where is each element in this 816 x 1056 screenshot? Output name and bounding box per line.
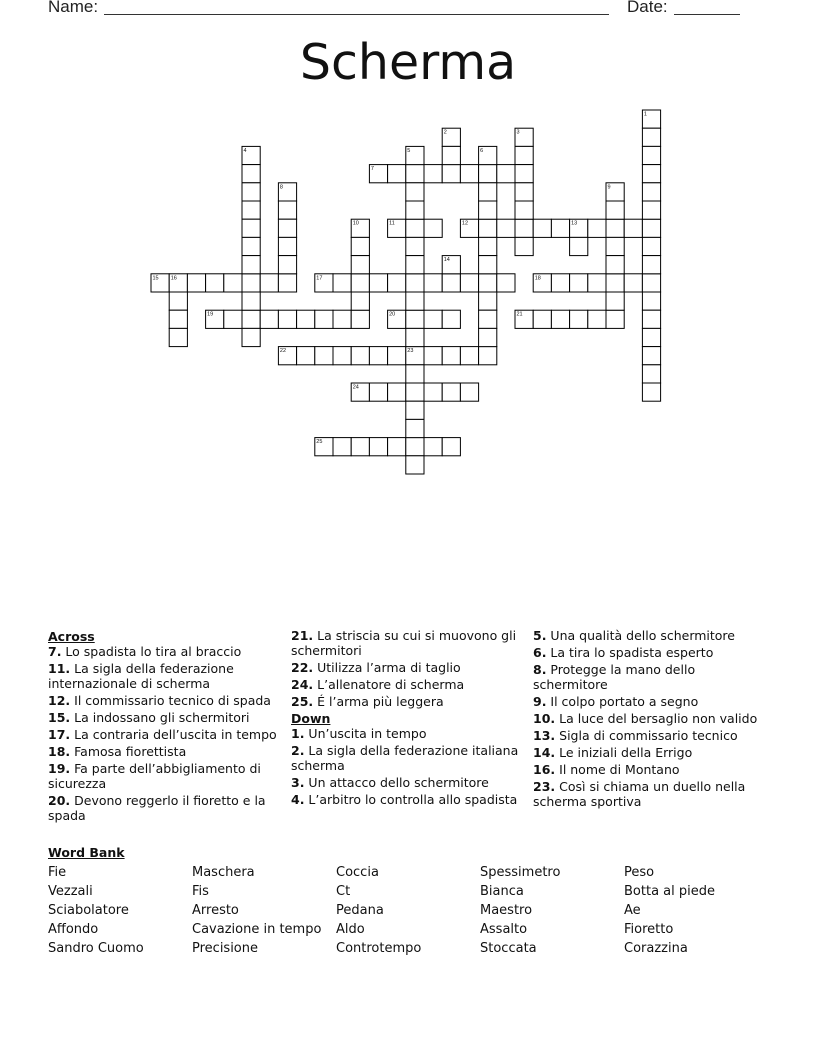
clue-text: Una qualità dello schermitore: [546, 628, 735, 643]
grid-cell[interactable]: [588, 274, 606, 292]
clue-number-label: 12.: [48, 693, 71, 708]
grid-cell[interactable]: [515, 146, 533, 164]
clue-number-label: 21.: [291, 628, 314, 643]
down-clue: [533, 762, 765, 777]
down-clue: [533, 628, 765, 643]
grid-cell[interactable]: [442, 146, 460, 164]
clue-number-label: 5.: [533, 628, 547, 643]
grid-cell[interactable]: [515, 165, 533, 183]
grid-cell[interactable]: [260, 274, 278, 292]
grid-cell[interactable]: [515, 219, 533, 237]
grid-cell[interactable]: [642, 256, 660, 274]
name-label: Name:: [48, 0, 99, 16]
grid-cell[interactable]: [406, 419, 424, 437]
down-clue: [533, 711, 765, 726]
word-bank-item: Assalto: [480, 922, 528, 937]
grid-cell[interactable]: [606, 310, 624, 328]
grid-cell[interactable]: [242, 256, 260, 274]
clue-number-label: 19.: [48, 761, 71, 776]
clue-text: Il colpo portato a segno: [546, 694, 699, 709]
grid-cell[interactable]: [242, 183, 260, 201]
grid-cell[interactable]: [606, 292, 624, 310]
grid-cell[interactable]: [242, 292, 260, 310]
clue-number: 15: [152, 275, 159, 282]
grid-cell[interactable]: [351, 310, 369, 328]
across-heading: Across: [48, 629, 95, 644]
grid-cell[interactable]: [606, 219, 624, 237]
grid-cell[interactable]: [242, 328, 260, 346]
grid-cell[interactable]: [606, 201, 624, 219]
clue-text: Così si chiama un duello nella scherma sportiva: [533, 779, 746, 809]
grid-cell[interactable]: [424, 438, 442, 456]
down-clue: [291, 743, 523, 773]
grid-cell[interactable]: [242, 219, 260, 237]
word-bank-item: Arresto: [192, 903, 239, 918]
clues-column-1: [48, 628, 280, 825]
grid-cell[interactable]: [570, 237, 588, 255]
clue-number-label: 9.: [533, 694, 547, 709]
grid-cell[interactable]: [642, 328, 660, 346]
across-clue: [48, 727, 280, 742]
clue-text: Utilizza l’arma di taglio: [313, 660, 461, 675]
clue-text: Fa parte dell’abbigliamento di sicurezza: [48, 761, 261, 791]
grid-cell[interactable]: [406, 183, 424, 201]
grid-cell[interactable]: [515, 237, 533, 255]
grid-cell[interactable]: [278, 219, 296, 237]
grid-cell[interactable]: [460, 347, 478, 365]
grid-cell[interactable]: [369, 347, 387, 365]
word-bank-item: Maschera: [192, 865, 255, 880]
clue-text: Un’uscita in tempo: [304, 726, 427, 741]
across-clue: [291, 660, 523, 675]
clue-number-label: 20.: [48, 793, 71, 808]
grid-cell[interactable]: [642, 383, 660, 401]
clue-number: 8: [279, 184, 283, 191]
grid-cell[interactable]: [424, 347, 442, 365]
clue-number-label: 14.: [533, 745, 556, 760]
down-clue: [291, 775, 523, 790]
grid-cell[interactable]: [479, 219, 497, 237]
down-clue: [533, 645, 765, 660]
down-heading: Down: [291, 711, 331, 726]
grid-cell[interactable]: [406, 328, 424, 346]
clue-text: La sigla della federazione italiana scherma: [291, 743, 519, 773]
grid-cell[interactable]: [333, 347, 351, 365]
across-clue: [48, 693, 280, 708]
grid-cell[interactable]: [406, 383, 424, 401]
across-clue: [291, 677, 523, 692]
grid-cell[interactable]: [351, 256, 369, 274]
grid-cell[interactable]: [278, 256, 296, 274]
grid-cell[interactable]: [588, 219, 606, 237]
grid-cell[interactable]: [442, 383, 460, 401]
grid-cell[interactable]: [442, 347, 460, 365]
clue-number-label: 23.: [533, 779, 556, 794]
clue-number-label: 16.: [533, 762, 556, 777]
grid-cell[interactable]: [479, 256, 497, 274]
grid-cell[interactable]: [642, 237, 660, 255]
grid-cell[interactable]: [460, 165, 478, 183]
across-clue: [291, 694, 523, 709]
clue-number-label: 4.: [291, 792, 305, 807]
across-clue: [48, 793, 280, 823]
grid-cell[interactable]: [606, 256, 624, 274]
word-bank-item: Precisione: [192, 941, 259, 956]
grid-cell[interactable]: [642, 219, 660, 237]
clue-number-label: 17.: [48, 727, 71, 742]
across-clue: [48, 710, 280, 725]
clue-number: 3: [516, 129, 520, 136]
grid-cell[interactable]: [388, 438, 406, 456]
grid-cell[interactable]: [406, 401, 424, 419]
clue-text: Lo spadista lo tira al braccio: [61, 644, 242, 659]
word-bank-title: Word Bank: [48, 845, 125, 860]
clue-number: 21: [516, 311, 523, 318]
word-bank-item: Corazzina: [624, 941, 688, 956]
grid-cell[interactable]: [224, 310, 242, 328]
grid-cell[interactable]: [479, 165, 497, 183]
word-bank-item: Controtempo: [336, 941, 422, 956]
word-bank-item: Cavazione in tempo: [192, 922, 322, 937]
word-bank-item: Peso: [624, 865, 655, 880]
grid-cell[interactable]: [642, 165, 660, 183]
grid-cell[interactable]: [424, 219, 442, 237]
word-bank-item: Sandro Cuomo: [48, 941, 144, 956]
grid-cell[interactable]: [533, 219, 551, 237]
word-bank: [48, 863, 778, 958]
clue-number-label: 2.: [291, 743, 305, 758]
clue-number-label: 15.: [48, 710, 71, 725]
grid-cell[interactable]: [642, 201, 660, 219]
grid-cell[interactable]: [642, 146, 660, 164]
grid-cell[interactable]: [224, 274, 242, 292]
grid-cell[interactable]: [242, 274, 260, 292]
grid-cell[interactable]: [642, 183, 660, 201]
word-bank-item: Ae: [624, 903, 641, 918]
word-bank-item: Fioretto: [624, 922, 674, 937]
down-clue: [533, 694, 765, 709]
clue-text: Il commissario tecnico di spada: [70, 693, 271, 708]
across-clue: [48, 644, 280, 659]
grid-cell[interactable]: [624, 219, 642, 237]
grid-cell[interactable]: [187, 274, 205, 292]
clue-number: 23: [407, 348, 414, 355]
grid-cell[interactable]: [424, 310, 442, 328]
grid-cell[interactable]: [406, 438, 424, 456]
grid-cell[interactable]: [406, 292, 424, 310]
grid-cell[interactable]: [460, 274, 478, 292]
word-bank-item: Spessimetro: [480, 865, 561, 880]
grid-cell[interactable]: [351, 292, 369, 310]
clue-number: 12: [461, 220, 469, 227]
clue-number-label: 3.: [291, 775, 305, 790]
word-bank-item: Bianca: [480, 884, 524, 899]
grid-cell[interactable]: [624, 274, 642, 292]
word-bank-item: Stoccata: [480, 941, 537, 956]
clue-number-label: 22.: [291, 660, 314, 675]
word-bank-item: Maestro: [480, 903, 533, 918]
clue-text: La indossano gli schermitori: [70, 710, 250, 725]
grid-cell[interactable]: [333, 274, 351, 292]
clue-number-label: 25.: [291, 694, 314, 709]
clue-number: 16: [170, 275, 177, 282]
clue-text: Sigla di commissario tecnico: [555, 728, 738, 743]
down-clue: [533, 779, 765, 809]
clue-number: 14: [443, 257, 450, 264]
word-bank-item: Fie: [48, 865, 67, 880]
word-bank-item: Affondo: [48, 922, 99, 937]
word-bank-item: Vezzali: [48, 884, 93, 899]
grid-cell[interactable]: [606, 237, 624, 255]
grid-cell[interactable]: [278, 310, 296, 328]
across-clue: [48, 661, 280, 691]
word-bank-item: Pedana: [336, 903, 384, 918]
clue-text: La contraria dell’uscita in tempo: [70, 727, 277, 742]
grid-cell[interactable]: [406, 237, 424, 255]
clue-number: 2: [443, 129, 447, 136]
word-bank-item: Aldo: [336, 922, 365, 937]
grid-cell[interactable]: [297, 310, 315, 328]
grid-cell[interactable]: [333, 438, 351, 456]
grid-cell[interactable]: [169, 292, 187, 310]
grid-cell[interactable]: [242, 310, 260, 328]
clue-text: Le iniziali della Errigo: [555, 745, 693, 760]
clue-text: La striscia su cui si muovono gli schermitori: [291, 628, 517, 658]
clue-number-label: 8.: [533, 662, 547, 677]
grid-cell[interactable]: [642, 347, 660, 365]
grid-cell[interactable]: [424, 383, 442, 401]
grid-cell[interactable]: [642, 292, 660, 310]
date-label: Date:: [627, 0, 668, 16]
down-clue: [533, 662, 765, 692]
grid-cell[interactable]: [242, 201, 260, 219]
grid-cell[interactable]: [479, 201, 497, 219]
clue-number: 6: [480, 147, 484, 154]
grid-cell[interactable]: [369, 383, 387, 401]
page-title: Scherma: [299, 34, 517, 91]
clue-number: 18: [534, 275, 541, 282]
grid-cell[interactable]: [406, 219, 424, 237]
word-bank-item: Fis: [192, 884, 209, 899]
grid-cell[interactable]: [315, 310, 333, 328]
clue-number: 7: [370, 166, 374, 173]
clue-number: 19: [207, 311, 214, 318]
grid-cell[interactable]: [260, 310, 278, 328]
grid-cell[interactable]: [242, 237, 260, 255]
grid-cell[interactable]: [479, 183, 497, 201]
grid-cell[interactable]: [551, 310, 569, 328]
grid-cell[interactable]: [406, 274, 424, 292]
clue-number-label: 11.: [48, 661, 71, 676]
grid-cell[interactable]: [479, 237, 497, 255]
grid-cell[interactable]: [515, 183, 533, 201]
grid-cell[interactable]: [351, 438, 369, 456]
grid-cell[interactable]: [533, 310, 551, 328]
word-bank-item: Sciabolatore: [48, 903, 129, 918]
grid-cell[interactable]: [406, 456, 424, 474]
down-clue: [533, 728, 765, 743]
clue-text: Il nome di Montano: [555, 762, 680, 777]
clue-number: 9: [607, 184, 611, 191]
grid-cell[interactable]: [388, 165, 406, 183]
word-bank-item: Coccia: [336, 865, 379, 880]
clue-number: 25: [316, 439, 323, 446]
clue-number-label: 18.: [48, 744, 71, 759]
clue-text: Devono reggerlo il fioretto e la spada: [48, 793, 266, 823]
grid-cell[interactable]: [369, 438, 387, 456]
grid-cell[interactable]: [242, 165, 260, 183]
clue-number-label: 10.: [533, 711, 556, 726]
grid-cell[interactable]: [351, 237, 369, 255]
grid-cell[interactable]: [479, 328, 497, 346]
grid-cell[interactable]: [333, 310, 351, 328]
grid-cell[interactable]: [169, 310, 187, 328]
grid-cell[interactable]: [642, 310, 660, 328]
clue-text: L’allenatore di scherma: [313, 677, 465, 692]
clue-text: É l’arma più leggera: [313, 694, 444, 709]
clue-number-label: 6.: [533, 645, 547, 660]
clues-column-3: [533, 628, 765, 811]
clue-number: 5: [407, 147, 411, 154]
grid-cell[interactable]: [442, 165, 460, 183]
word-bank-item: Botta al piede: [624, 884, 715, 899]
grid-cell[interactable]: [351, 347, 369, 365]
grid-cell[interactable]: [388, 274, 406, 292]
clue-number: 22: [279, 348, 287, 355]
grid-cell[interactable]: [406, 365, 424, 383]
grid-cell[interactable]: [642, 365, 660, 383]
grid-cell[interactable]: [406, 310, 424, 328]
clue-number: 10: [352, 220, 359, 227]
down-clue: [291, 792, 523, 807]
grid-cell[interactable]: [442, 274, 460, 292]
clue-text: La sigla della federazione internazionale di scherma: [48, 661, 234, 691]
grid-cell[interactable]: [497, 165, 515, 183]
grid-cell[interactable]: [388, 383, 406, 401]
grid-cell[interactable]: [297, 347, 315, 365]
grid-cell[interactable]: [460, 383, 478, 401]
grid-cell[interactable]: [642, 128, 660, 146]
grid-cell[interactable]: [169, 328, 187, 346]
clue-number-label: 13.: [533, 728, 556, 743]
clue-number: 1: [643, 111, 647, 118]
clue-number: 11: [389, 220, 395, 227]
clue-text: Famosa fiorettista: [70, 744, 187, 759]
grid-cell[interactable]: [278, 274, 296, 292]
grid-cell[interactable]: [278, 201, 296, 219]
grid-cell[interactable]: [406, 165, 424, 183]
clue-text: Un attacco dello schermitore: [304, 775, 489, 790]
grid-cell[interactable]: [479, 292, 497, 310]
grid-cell[interactable]: [479, 274, 497, 292]
clue-number: 20: [389, 311, 396, 318]
grid-cell[interactable]: [315, 347, 333, 365]
clue-text: La tira lo spadista esperto: [546, 645, 714, 660]
grid-cell[interactable]: [479, 347, 497, 365]
across-clue: [48, 744, 280, 759]
clue-number: 24: [352, 384, 359, 391]
clue-number: 13: [571, 220, 578, 227]
clue-text: Protegge la mano dello schermitore: [533, 662, 696, 692]
grid-cell[interactable]: [551, 219, 569, 237]
clue-number-label: 1.: [291, 726, 305, 741]
grid-cell[interactable]: [206, 274, 224, 292]
grid-cell[interactable]: [369, 274, 387, 292]
grid-cell[interactable]: [406, 256, 424, 274]
clue-number: 4: [243, 147, 247, 154]
grid-cell[interactable]: [570, 274, 588, 292]
grid-cell[interactable]: [442, 438, 460, 456]
grid-cell[interactable]: [570, 310, 588, 328]
grid-cell[interactable]: [515, 201, 533, 219]
grid-cell[interactable]: [351, 274, 369, 292]
down-clue: [291, 726, 523, 741]
grid-cell[interactable]: [479, 310, 497, 328]
grid-cell[interactable]: [424, 165, 442, 183]
grid-cell[interactable]: [551, 274, 569, 292]
clue-number: 17: [316, 275, 323, 282]
grid-cell[interactable]: [588, 310, 606, 328]
grid-cell[interactable]: [497, 274, 515, 292]
word-bank-item: Ct: [336, 884, 351, 899]
across-clue: [291, 628, 523, 658]
grid-cell[interactable]: [388, 347, 406, 365]
across-clue: [48, 761, 280, 791]
grid-cell[interactable]: [606, 274, 624, 292]
grid-cell[interactable]: [497, 219, 515, 237]
clues-column-2: [291, 628, 523, 809]
clue-text: L’arbitro lo controlla allo spadista: [304, 792, 518, 807]
clue-text: La luce del bersaglio non valido: [555, 711, 758, 726]
grid-cell[interactable]: [442, 310, 460, 328]
grid-cell[interactable]: [424, 274, 442, 292]
grid-cell[interactable]: [406, 201, 424, 219]
down-clue: [533, 745, 765, 760]
clue-number-label: 24.: [291, 677, 314, 692]
grid-cell[interactable]: [642, 274, 660, 292]
grid-cell[interactable]: [278, 237, 296, 255]
clue-number-label: 7.: [48, 644, 62, 659]
